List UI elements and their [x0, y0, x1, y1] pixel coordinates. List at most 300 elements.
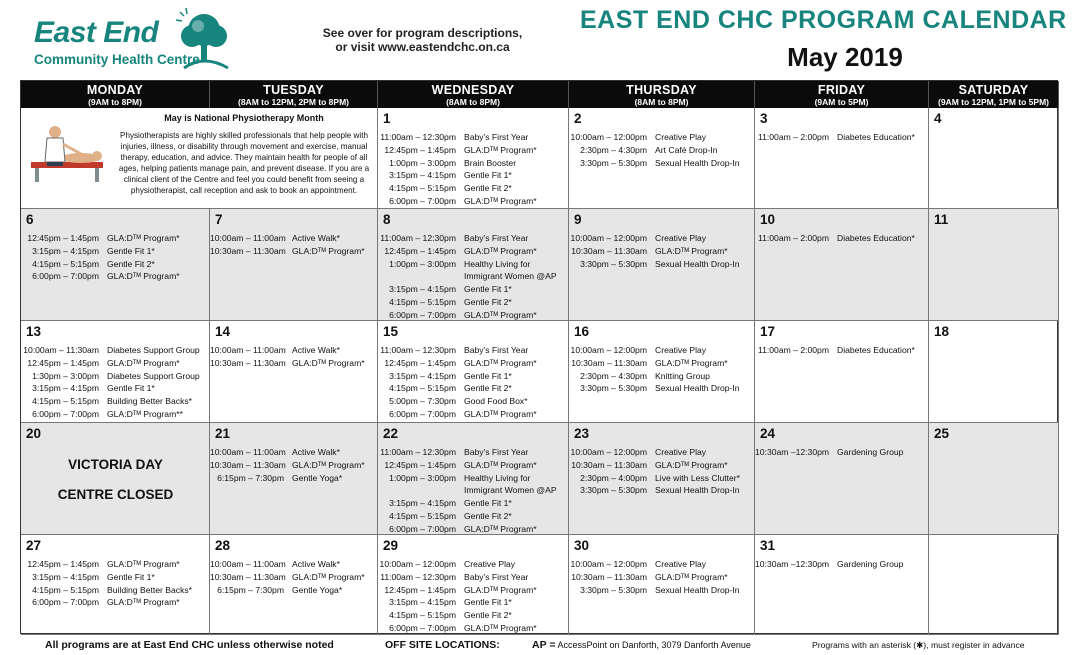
event-row	[569, 571, 754, 584]
event-row	[378, 157, 568, 170]
event-list	[755, 446, 928, 459]
event-name: Gentle Fit 1*	[464, 597, 512, 608]
event-time: 10:30am – 11:30am	[210, 571, 286, 582]
event-row	[569, 357, 754, 370]
event-name: Sexual Health Drop-In	[655, 584, 740, 595]
day-header-thursday	[569, 81, 755, 108]
event-list	[210, 558, 377, 596]
event-time: 1:30pm – 3:00pm	[32, 370, 99, 381]
event-name: Gentle Fit 1*	[107, 383, 155, 394]
see-over-line-2: or visit www.eastendchc.on.ca	[335, 40, 510, 54]
event-row	[378, 296, 568, 309]
event-name: Brain Booster	[464, 157, 517, 168]
footer-offsite-label: OFF SITE LOCATIONS:	[385, 639, 500, 651]
event-row	[210, 344, 377, 357]
event-name: GLA:Dᵀᴹ Program*	[107, 357, 180, 368]
day-cell	[755, 209, 929, 321]
day-number: 8	[383, 212, 391, 227]
event-name: GLA:Dᵀᴹ Program*	[464, 408, 537, 419]
logo	[30, 6, 240, 70]
event-row	[569, 344, 754, 357]
event-time: 1:00pm – 3:00pm	[389, 258, 456, 269]
event-row	[21, 558, 209, 571]
event-row	[21, 382, 209, 395]
calendar-month: May 2019	[787, 42, 903, 72]
day-number: 24	[760, 426, 776, 441]
event-time: 3:15pm – 4:15pm	[389, 597, 456, 608]
event-name: Creative Play	[655, 447, 707, 457]
day-number: 20	[26, 426, 42, 441]
day-cell	[378, 108, 569, 209]
event-name: Gentle Fit 2*	[464, 610, 512, 621]
event-time: 6:00pm – 7:00pm	[389, 622, 456, 633]
event-name: Gentle Fit 2*	[464, 383, 512, 394]
day-hours: (9AM to 5PM)	[814, 97, 869, 107]
event-time: 10:00am – 12:00pm	[570, 132, 647, 142]
event-row	[569, 472, 754, 485]
physio-notice	[21, 108, 378, 209]
footer-asterisk-note: Programs with an asterisk (✱), must register in advance	[812, 640, 1025, 650]
calendar-title: EAST END CHC PROGRAM CALENDAR	[580, 6, 1067, 34]
event-time: 6:00pm – 7:00pm	[32, 408, 99, 419]
day-cell	[210, 423, 378, 535]
calendar-header	[0, 0, 1080, 80]
event-name: Gardening Group	[837, 559, 904, 569]
event-time: 2:30pm – 4:30pm	[580, 370, 647, 381]
event-list	[755, 344, 928, 357]
event-row	[210, 232, 377, 245]
event-time: 3:15pm – 4:15pm	[389, 170, 456, 181]
event-name: Immigrant Women @AP	[464, 485, 557, 496]
event-list	[569, 558, 754, 596]
physiotherapy-illustration-icon	[25, 122, 109, 186]
event-row	[378, 584, 568, 597]
event-name: Diabetes Education*	[837, 132, 915, 142]
day-hours: (8AM to 8PM)	[634, 97, 689, 107]
event-list	[210, 232, 377, 258]
day-name: TUESDAY	[263, 83, 324, 97]
event-name: GLA:Dᵀᴹ Program*	[655, 459, 728, 470]
day-number: 3	[760, 111, 768, 126]
event-name: GLA:Dᵀᴹ Program*	[464, 195, 537, 206]
event-time: 11:00am – 12:30pm	[380, 345, 456, 355]
day-hours: (9AM to 12PM, 1PM to 5PM)	[938, 97, 1049, 107]
event-time: 3:30pm – 5:30pm	[580, 383, 647, 394]
day-number: 14	[215, 324, 231, 339]
day-hours: (8AM to 8PM)	[446, 97, 500, 107]
day-number: 18	[934, 324, 950, 339]
day-cell	[569, 535, 755, 635]
event-time: 11:00am – 12:30pm	[380, 233, 456, 243]
event-row	[378, 609, 568, 622]
event-name: Active Walk*	[292, 233, 340, 243]
event-row	[378, 622, 568, 635]
event-name: GLA:Dᵀᴹ Program*	[655, 571, 728, 582]
event-name: GLA:Dᵀᴹ Program*	[107, 559, 180, 569]
closure-notice: CENTRE CLOSED	[57, 487, 174, 502]
day-number: 11	[934, 212, 949, 227]
event-row	[755, 131, 928, 144]
event-row	[378, 395, 568, 408]
event-time: 12:45pm – 1:45pm	[384, 584, 456, 595]
event-name: Gentle Fit 1*	[464, 284, 512, 295]
day-cell	[21, 423, 210, 535]
event-row	[378, 258, 568, 271]
day-cell	[21, 535, 210, 635]
day-cell	[21, 209, 210, 321]
event-row	[378, 270, 568, 283]
event-name: Baby's First Year	[464, 345, 529, 355]
day-header-tuesday	[210, 81, 378, 108]
event-row	[378, 596, 568, 609]
event-row	[210, 245, 377, 258]
event-time: 1:00pm – 3:00pm	[389, 472, 456, 483]
event-time: 2:30pm – 4:30pm	[580, 144, 647, 155]
day-number: 13	[26, 324, 42, 339]
event-name: Sexual Health Drop-In	[655, 157, 740, 168]
event-row	[21, 408, 209, 421]
event-time: 11:00am – 2:00pm	[757, 233, 829, 243]
event-list	[21, 232, 209, 283]
event-time: 3:15pm – 4:15pm	[389, 498, 456, 509]
event-time: 10:30am – 11:30am	[210, 459, 286, 470]
event-row	[210, 459, 377, 472]
event-time: 12:45pm – 1:45pm	[27, 357, 99, 368]
event-row	[21, 370, 209, 383]
event-time: 10:00am – 12:00pm	[570, 233, 647, 243]
event-time: 10:00am – 11:00am	[210, 233, 286, 243]
event-name: Active Walk*	[292, 345, 340, 355]
day-number: 2	[574, 111, 582, 126]
event-time: 10:00am – 11:00am	[210, 559, 286, 569]
day-cell	[929, 423, 1059, 535]
day-name: SATURDAY	[958, 83, 1029, 97]
event-row	[210, 558, 377, 571]
day-cell	[210, 535, 378, 635]
event-name: Gentle Fit 2*	[464, 510, 512, 521]
event-name: GLA:Dᵀᴹ Program*	[292, 245, 365, 256]
event-row	[569, 459, 754, 472]
event-time: 10:30am – 11:30am	[210, 245, 286, 256]
event-name: Creative Play	[655, 559, 707, 569]
event-name: GLA:Dᵀᴹ Program*	[655, 245, 728, 256]
event-time: 12:45pm – 1:45pm	[27, 233, 99, 243]
event-name: GLA:Dᵀᴹ Program*	[292, 571, 365, 582]
event-name: GLA:Dᵀᴹ Program*	[107, 233, 180, 243]
event-time: 10:30am – 11:30am	[571, 571, 647, 582]
event-row	[378, 245, 568, 258]
event-name: Gentle Fit 2*	[107, 258, 155, 269]
event-list	[378, 232, 568, 321]
event-name: GLA:Dᵀᴹ Program*	[464, 245, 537, 256]
day-cell	[755, 321, 929, 423]
event-name: Gentle Fit 1*	[464, 170, 512, 181]
event-name: Diabetes Education*	[837, 345, 915, 355]
day-cell	[378, 535, 569, 635]
see-over-note	[320, 26, 525, 54]
event-time: 11:00am – 2:00pm	[757, 132, 829, 142]
day-header-wednesday	[378, 81, 569, 108]
see-over-line-1: See over for program descriptions,	[322, 26, 523, 40]
event-list	[210, 446, 377, 484]
event-row	[569, 484, 754, 497]
day-cell	[929, 209, 1059, 321]
event-time: 3:15pm – 4:15pm	[32, 383, 99, 394]
footer-ap-key: AP =	[532, 639, 556, 651]
event-name: Sexual Health Drop-In	[655, 383, 740, 394]
event-time: 5:00pm – 7:30pm	[389, 396, 456, 407]
event-time: 6:00pm – 7:00pm	[389, 309, 456, 320]
event-time: 6:00pm – 7:00pm	[32, 271, 99, 282]
day-number: 27	[26, 538, 42, 553]
event-list	[755, 131, 928, 144]
event-row	[569, 370, 754, 383]
event-name: Active Walk*	[292, 559, 340, 569]
event-time: 4:15pm – 5:15pm	[32, 258, 99, 269]
day-number: 6	[26, 212, 34, 227]
event-row	[21, 584, 209, 597]
event-time: 4:15pm – 5:15pm	[389, 383, 456, 394]
event-time: 4:15pm – 5:15pm	[389, 610, 456, 621]
event-name: Gentle Yoga*	[292, 472, 343, 483]
footer-ap-legend	[532, 639, 751, 651]
event-list	[378, 344, 568, 421]
event-name: Gentle Yoga*	[292, 584, 343, 595]
day-number: 30	[574, 538, 590, 553]
day-number: 4	[934, 111, 942, 126]
event-row	[378, 459, 568, 472]
event-name: Creative Play	[655, 132, 707, 142]
day-number: 22	[383, 426, 399, 441]
event-row	[569, 245, 754, 258]
event-name: Sexual Health Drop-In	[655, 258, 740, 269]
event-name: Healthy Living for	[464, 258, 531, 269]
event-time: 12:45pm – 1:45pm	[384, 144, 456, 155]
event-row	[378, 510, 568, 523]
event-row	[378, 370, 568, 383]
event-list	[378, 131, 568, 208]
event-row	[21, 344, 209, 357]
event-time: 10:30am – 11:30am	[571, 357, 647, 368]
event-row	[755, 446, 928, 459]
event-time: 10:00am – 11:00am	[210, 447, 286, 457]
event-name: Sexual Health Drop-In	[655, 485, 740, 496]
event-row	[378, 182, 568, 195]
event-time: 4:15pm – 5:15pm	[32, 584, 99, 595]
event-list	[755, 232, 928, 245]
event-row	[378, 131, 568, 144]
event-list	[210, 344, 377, 370]
event-row	[378, 382, 568, 395]
calendar-footer	[0, 638, 1080, 655]
event-name: Art Café Drop-In	[655, 144, 718, 155]
event-time: 10:00am – 11:30am	[23, 345, 99, 355]
day-cell	[569, 209, 755, 321]
event-time: 6:00pm – 7:00pm	[32, 597, 99, 608]
event-time: 3:15pm – 4:15pm	[389, 370, 456, 381]
event-list	[569, 344, 754, 395]
day-header-saturday	[929, 81, 1059, 108]
event-time: 1:00pm – 3:00pm	[389, 157, 456, 168]
tree-icon	[170, 6, 234, 70]
day-cell	[210, 209, 378, 321]
logo-name: East End	[34, 16, 159, 49]
event-row	[21, 571, 209, 584]
event-time: 3:30pm – 5:30pm	[580, 584, 647, 595]
event-row	[569, 144, 754, 157]
event-name: GLA:Dᵀᴹ Program*	[464, 144, 537, 155]
day-cell	[378, 209, 569, 321]
event-time: 11:00am – 12:30pm	[380, 447, 456, 457]
event-time: 10:30am – 11:30am	[210, 357, 286, 368]
event-list	[378, 558, 568, 635]
event-row	[21, 270, 209, 283]
event-time: 12:45pm – 1:45pm	[384, 357, 456, 368]
event-row	[21, 245, 209, 258]
event-name: Healthy Living for	[464, 472, 531, 483]
event-name: Baby's First Year	[464, 571, 529, 582]
event-name: Good Food Box*	[464, 396, 528, 407]
day-number: 7	[215, 212, 223, 227]
event-row	[569, 558, 754, 571]
event-time: 3:30pm – 5:30pm	[580, 157, 647, 168]
event-name: Gentle Fit 1*	[107, 571, 155, 582]
day-cell	[210, 321, 378, 423]
event-time: 10:00am – 12:00pm	[570, 447, 647, 457]
event-name: GLA:Dᵀᴹ Program*	[464, 357, 537, 368]
day-number: 23	[574, 426, 590, 441]
event-row	[755, 232, 928, 245]
event-row	[755, 558, 928, 571]
day-header-friday	[755, 81, 929, 108]
day-cell	[569, 423, 755, 535]
event-time: 12:45pm – 1:45pm	[27, 559, 99, 569]
event-time	[378, 270, 464, 283]
footer-ap-text: AccessPoint on Danforth, 3079 Danforth Avenue	[557, 640, 751, 650]
event-list	[569, 446, 754, 497]
calendar-grid	[20, 80, 1058, 634]
event-name: Creative Play	[464, 559, 516, 569]
event-row	[378, 408, 568, 421]
event-time: 3:15pm – 4:15pm	[32, 571, 99, 582]
day-number: 1	[383, 111, 391, 126]
day-number: 16	[574, 324, 590, 339]
event-name: Active Walk*	[292, 447, 340, 457]
event-time: 12:45pm – 1:45pm	[384, 245, 456, 256]
event-name: Gentle Fit 1*	[107, 245, 155, 256]
day-number: 15	[383, 324, 399, 339]
event-time: 11:00am – 12:30pm	[380, 571, 456, 582]
event-name: GLA:Dᵀᴹ Program*	[464, 622, 537, 633]
day-cell	[755, 108, 929, 209]
event-name: GLA:Dᵀᴹ Program*	[464, 459, 537, 470]
event-list	[21, 344, 209, 421]
physio-title: May is National Physiotherapy Month	[164, 113, 324, 123]
event-name: GLA:Dᵀᴹ Program*	[464, 523, 537, 534]
event-time: 3:30pm – 5:30pm	[580, 258, 647, 269]
day-name: MONDAY	[86, 83, 144, 97]
event-time: 4:15pm – 5:15pm	[389, 510, 456, 521]
event-row	[21, 596, 209, 609]
event-list	[755, 558, 928, 571]
day-number: 21	[215, 426, 231, 441]
event-row	[569, 258, 754, 271]
event-row	[378, 558, 568, 571]
event-name: Immigrant Women @AP	[464, 271, 557, 282]
event-name: Gentle Fit 2*	[464, 296, 512, 307]
event-row	[21, 232, 209, 245]
event-row	[378, 446, 568, 459]
event-name: GLA:Dᵀᴹ Program*	[107, 597, 180, 608]
event-row	[21, 357, 209, 370]
event-name: Gentle Fit 2*	[464, 183, 512, 194]
event-time: 10:00am – 11:00am	[210, 345, 286, 355]
day-cell	[929, 108, 1059, 209]
event-row	[210, 446, 377, 459]
event-row	[210, 584, 377, 597]
event-name: Baby's First Year	[464, 132, 529, 142]
event-time: 3:30pm – 5:30pm	[580, 485, 647, 496]
day-header-monday	[21, 81, 210, 108]
event-row	[378, 344, 568, 357]
event-time: 3:15pm – 4:15pm	[389, 284, 456, 295]
day-number: 17	[760, 324, 776, 339]
event-time: 10:30am – 11:30am	[571, 245, 647, 256]
event-time: 6:00pm – 7:00pm	[389, 408, 456, 419]
day-hours: (9AM to 8PM)	[88, 97, 142, 107]
event-time: 10:00am – 12:00pm	[379, 559, 456, 569]
day-cell	[378, 423, 569, 535]
event-time: 6:15pm – 7:30pm	[217, 472, 284, 483]
event-row	[569, 382, 754, 395]
day-cell	[929, 321, 1059, 423]
event-name: Baby's First Year	[464, 447, 529, 457]
event-time: 12:45pm – 1:45pm	[384, 459, 456, 470]
closure-notice: VICTORIA DAY	[68, 457, 163, 472]
event-row	[378, 523, 568, 535]
event-row	[210, 571, 377, 584]
event-name: Gardening Group	[837, 447, 904, 457]
event-list	[378, 446, 568, 535]
event-name: Building Better Backs*	[107, 396, 193, 407]
event-row	[378, 472, 568, 485]
event-name: GLA:Dᵀᴹ Program*	[464, 309, 537, 320]
day-cell	[569, 108, 755, 209]
event-row	[378, 144, 568, 157]
event-row	[378, 571, 568, 584]
event-list	[569, 232, 754, 270]
event-time: 10:00am – 12:00pm	[570, 559, 647, 569]
event-row	[210, 357, 377, 370]
event-name: Live with Less Clutter*	[655, 472, 741, 483]
event-time: 10:30am –12:30pm	[755, 447, 830, 457]
event-row	[378, 357, 568, 370]
event-row	[378, 169, 568, 182]
day-number: 10	[760, 212, 776, 227]
physio-text: Physiotherapists are highly skilled professionals that help people with injuries, illness, or disability through movement and exercise, manual therapy, education, and advice. They maintain health for people of all ages, helping patients manage pain, and prevent disease. If you are a clinical client of the Centre and feel you could benefit from seeing a physiotherapist, call reception and ask to book an appointment.	[118, 131, 370, 195]
event-time: 10:00am – 12:00pm	[570, 345, 647, 355]
event-name: Gentle Fit 1*	[464, 370, 512, 381]
event-name: Gentle Fit 1*	[464, 498, 512, 509]
day-number: 9	[574, 212, 582, 227]
event-name: Diabetes Support Group	[107, 345, 200, 355]
event-row	[569, 131, 754, 144]
event-time: 2:30pm – 4:00pm	[580, 472, 647, 483]
event-name: Creative Play	[655, 345, 707, 355]
event-name: Knitting Group	[655, 370, 710, 381]
event-row	[755, 344, 928, 357]
event-time: 10:30am –12:30pm	[755, 559, 830, 569]
